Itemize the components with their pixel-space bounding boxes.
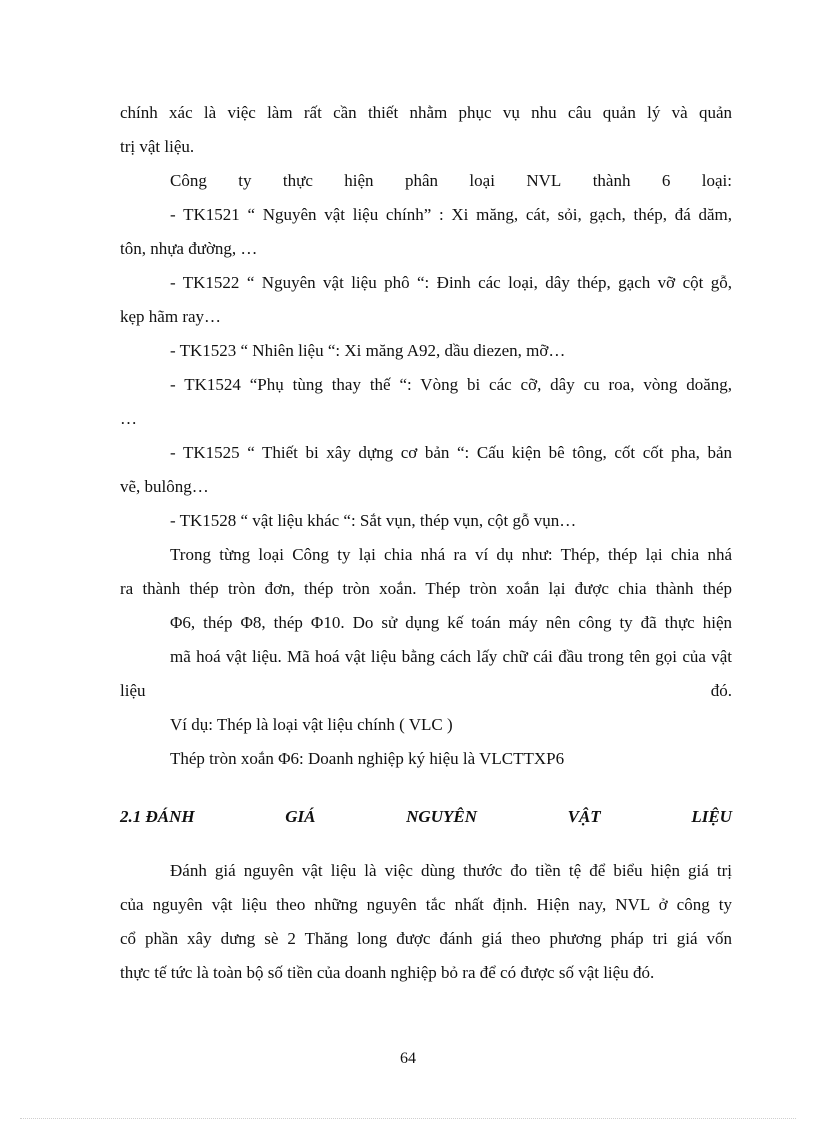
page-number: 64 xyxy=(400,1050,416,1067)
tk1524-item-cont: … xyxy=(120,409,137,428)
tk1523-item: - TK1523 “ Nhiên liệu “: Xi măng A92, dầu diezen, mỡ… xyxy=(170,341,566,360)
paragraph-line: mã hoá vật liệu. Mã hoá vật liệu bằng cách lấy chữ cái đầu trong tên gọi của vật xyxy=(170,647,732,666)
example-line: Thép tròn xoắn Φ6: Doanh nghiệp ký hiệu là VLCTTXP6 xyxy=(170,749,565,768)
word-left: liệu xyxy=(120,681,146,700)
intro-word: loại: xyxy=(701,171,732,190)
tk1524-item: - TK1524 “Phụ tùng thay thế “: Vòng bi các cỡ, dây cu roa, vòng doăng, xyxy=(170,375,732,394)
paragraph-line: Đánh giá nguyên vật liệu là việc dùng thước đo tiền tệ để biểu hiện giá trị xyxy=(170,861,732,880)
tk1522-item-cont: kẹp hãm ray… xyxy=(120,307,222,326)
heading-word: LIỆU xyxy=(691,807,732,826)
heading-word: NGUYÊN xyxy=(406,807,477,826)
heading-word: GIÁ xyxy=(285,807,316,826)
intro-word: thành xyxy=(592,171,631,190)
paragraph-line: của nguyên vật liệu theo những nguyên tắc nhất định. Hiện nay, NVL ở công ty xyxy=(120,895,732,914)
classification-intro xyxy=(120,164,732,198)
heading-word: 2.1 ĐÁNH xyxy=(120,807,195,826)
page-body xyxy=(120,96,732,990)
tk1522-item: - TK1522 “ Nguyên vật liệu phô “: Đinh các loại, dây thép, gạch vỡ cột gỗ, xyxy=(170,273,732,292)
paragraph-line: cổ phần xây dưng sè 2 Thăng long được đánh giá theo phương pháp tri giá vốn xyxy=(120,929,732,948)
paragraph-line: thực tế tức là toàn bộ số tiền của doanh nghiệp bỏ ra để có được số vật liệu đó. xyxy=(120,963,655,982)
paragraph-line: trị vật liệu. xyxy=(120,137,195,156)
heading-word: VẬT xyxy=(567,807,601,826)
tk1521-item-cont: tôn, nhựa đường, … xyxy=(120,239,258,258)
intro-word: loại xyxy=(469,171,495,190)
tk1525-item-cont: vẽ, bulông… xyxy=(120,477,209,496)
tk1525-item: - TK1525 “ Thiết bi xây dựng cơ bản “: Cấu kiện bê tông, cốt cốt pha, bản xyxy=(170,443,732,462)
paragraph-line: Φ6, thép Φ8, thép Φ10. Do sử dụng kế toán máy nên công ty đã thực hiện xyxy=(170,613,732,632)
page-bottom-divider xyxy=(20,1118,796,1119)
example-line: Ví dụ: Thép là loại vật liệu chính ( VLC ) xyxy=(170,715,453,734)
paragraph-line: ra thành thép tròn đơn, thép tròn xoắn. Thép tròn xoắn lại được chia thành thép xyxy=(120,579,732,598)
paragraph-line: chính xác là việc làm rất cần thiết nhằm phục vụ nhu câu quản lý và quản xyxy=(120,103,732,122)
intro-word: Công xyxy=(170,171,207,190)
tk1528-item: - TK1528 “ vật liệu khác “: Sắt vụn, thép vụn, cột gỗ vụn… xyxy=(170,511,577,530)
section-heading xyxy=(120,800,732,834)
intro-word: thực xyxy=(282,171,313,190)
intro-word: 6 xyxy=(661,171,671,190)
word-right: đó. xyxy=(710,681,732,700)
intro-word: NVL xyxy=(526,171,562,190)
paragraph-line: Trong từng loại Công ty lại chia nhá ra ví dụ như: Thép, thép lại chia nhá xyxy=(170,545,732,564)
paragraph-line-split xyxy=(120,674,732,708)
intro-word: phân xyxy=(404,171,439,190)
intro-word: hiện xyxy=(344,171,374,190)
intro-word: ty xyxy=(238,171,252,190)
tk1521-item: - TK1521 “ Nguyên vật liệu chính” : Xi măng, cát, sỏi, gạch, thép, đá dăm, xyxy=(170,205,732,224)
